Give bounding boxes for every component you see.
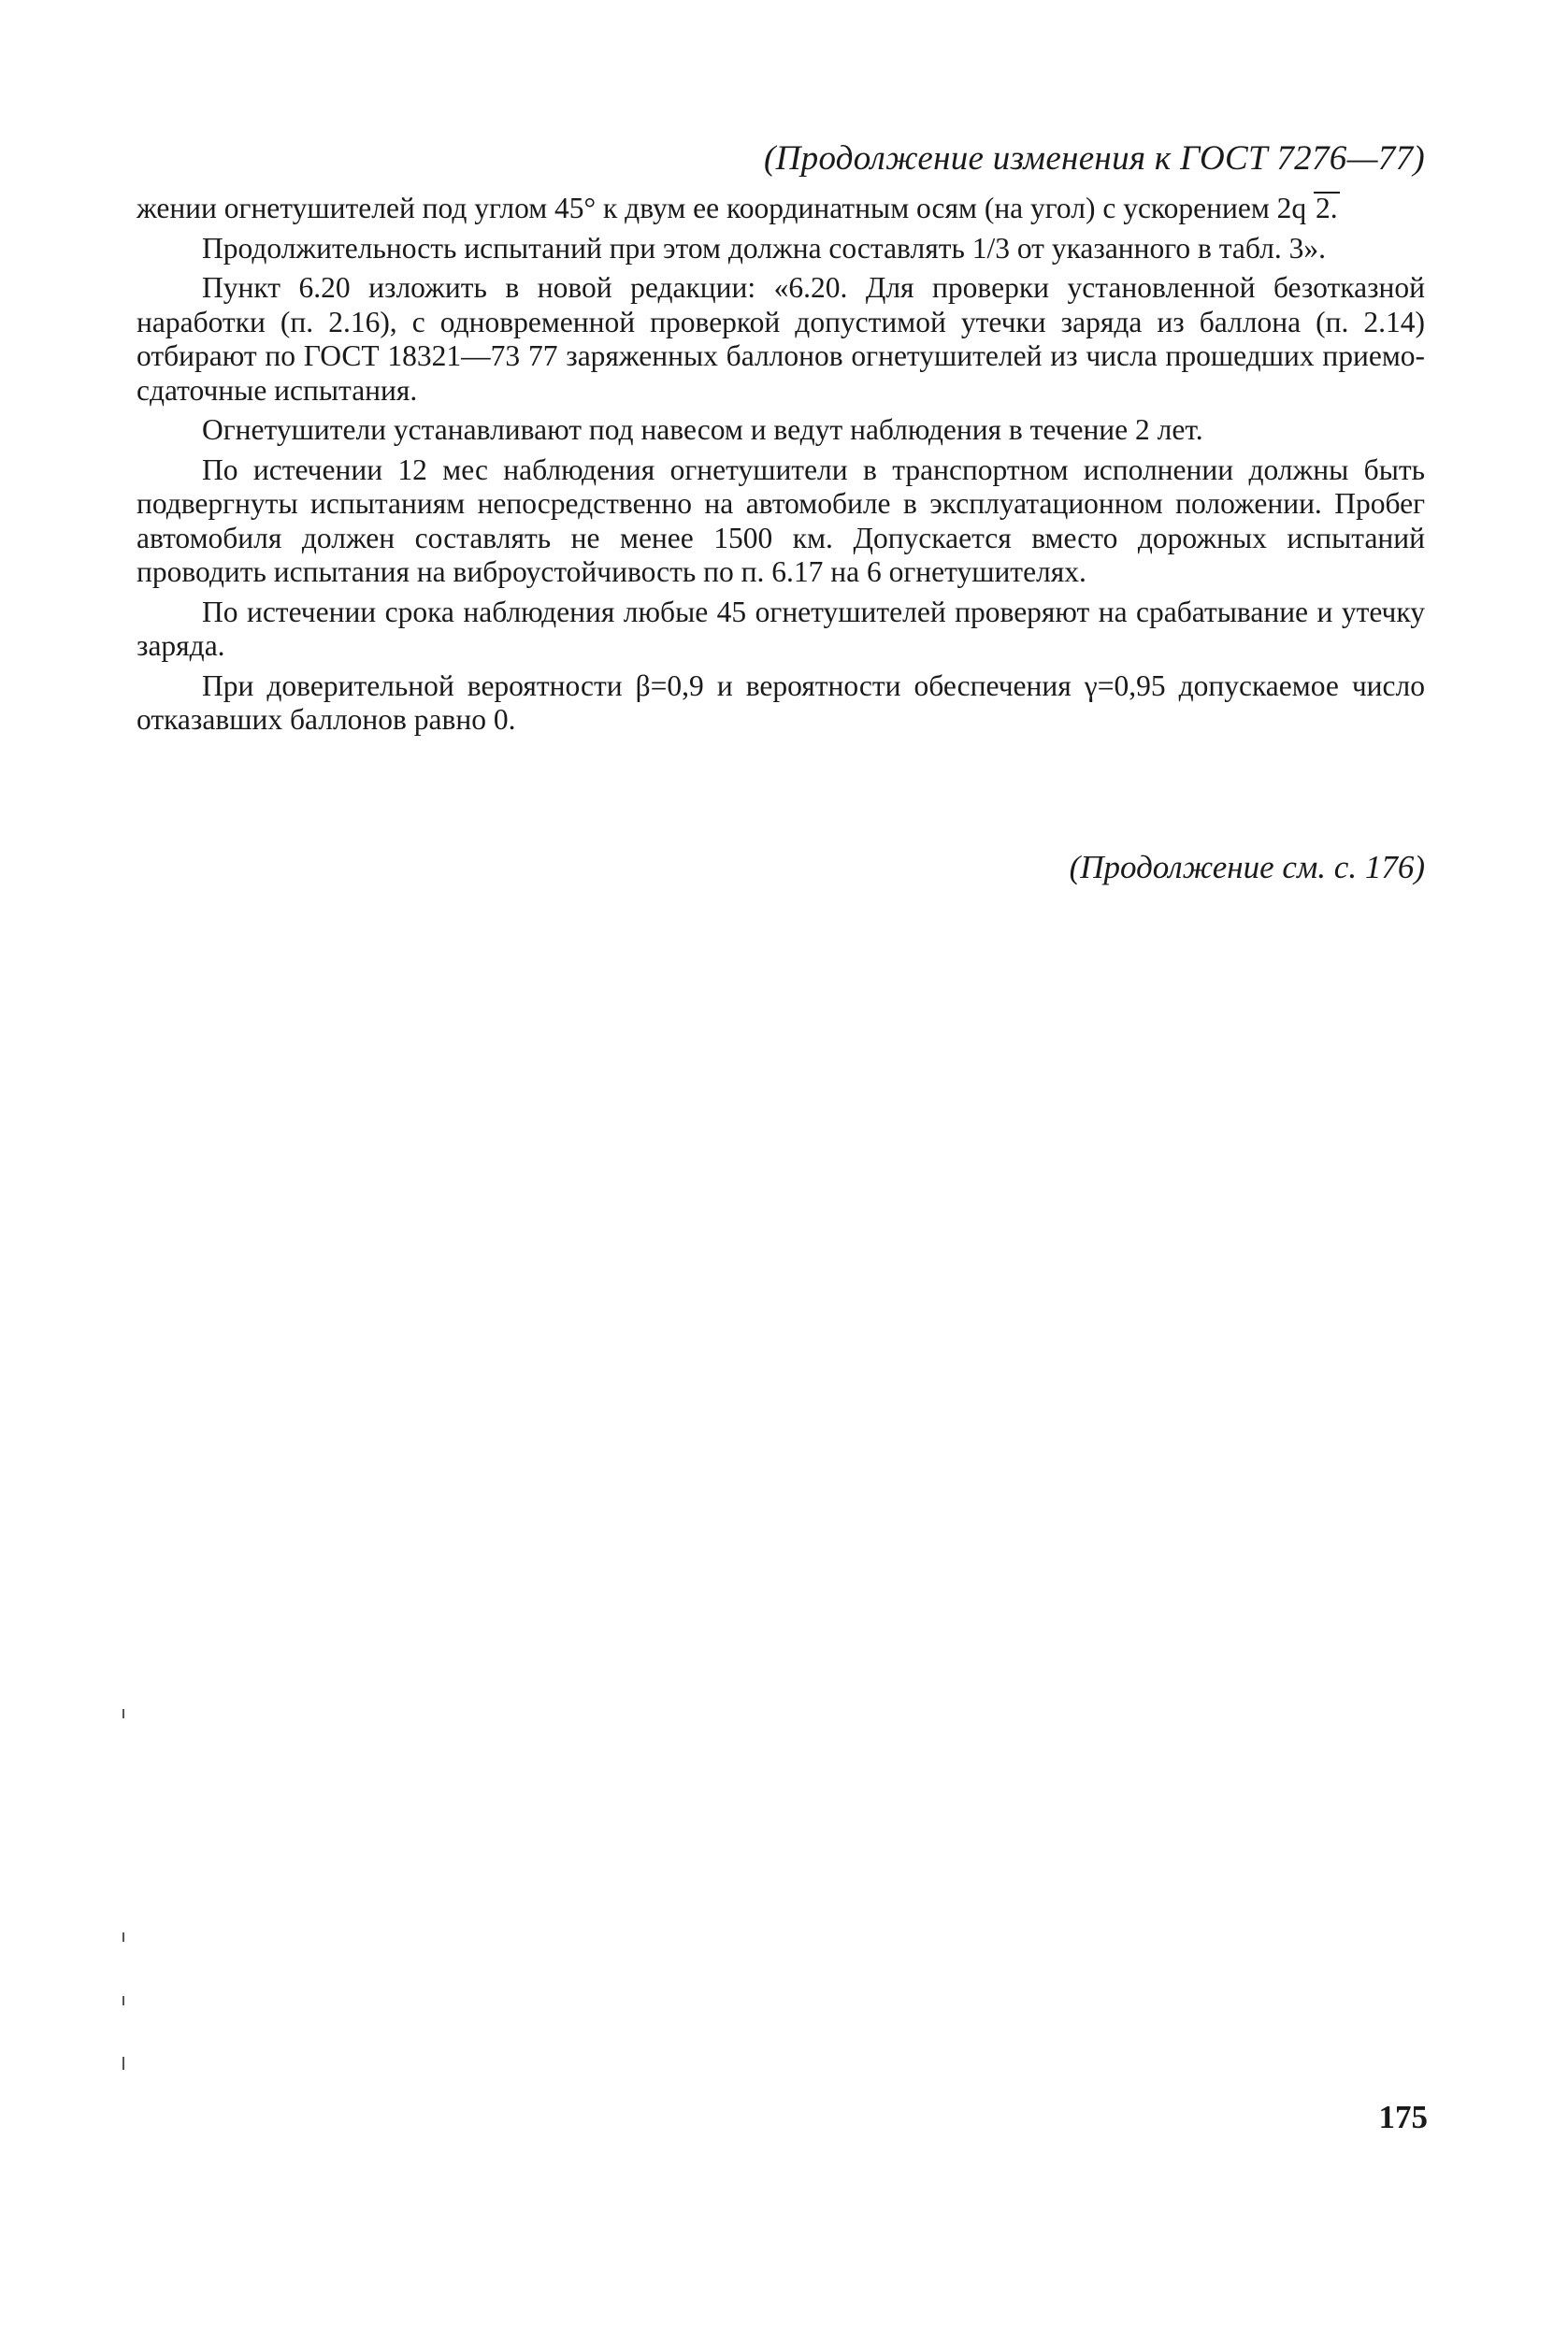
paragraph-4: Огнетушители устанавливают под навесом и ведут наблюдения в течение 2 лет. [202, 413, 1203, 446]
paragraph-2: Продолжительность испытаний при этом должна составлять 1/3 от указанного в табл. 3». [202, 231, 1326, 265]
paragraph-1 [137, 192, 1425, 226]
continue-note: (Продолжение см. с. 176) [1069, 849, 1425, 885]
body-text [137, 192, 1425, 743]
scan-mark [122, 1709, 124, 1718]
paragraph-1-text: жении огнетушителей под углом 45° к двум ее координатным осям (на угол) с ускорением 2q [137, 192, 1307, 224]
paragraph-6: По истечении срока наблюдения любые 45 огнетушителей проверяют на срабатывание и утечку заряда. [137, 595, 1425, 662]
scan-mark [122, 1932, 124, 1942]
paragraph-5: По истечении 12 мес наблюдения огнетушители в транспортном исполнении должны быть подвергнуты испытаниям непосредственно на автомобиле в эксплуатационном положении. Пробег автомобиля должен составлять не менее 1500 км. Допускается вместо дорожных испытаний проводить испытания на виброустойчивость по п. 6.17 на 6 огнетушителях. [137, 452, 1425, 588]
page-number: 175 [1378, 2099, 1428, 2135]
paragraph-7: При доверительной вероятности β=0,9 и вероятности обеспечения γ=0,95 допускаемое число отказавших баллонов равно 0. [137, 668, 1425, 736]
paragraph-3: Пункт 6.20 изложить в новой редакции: «6.20. Для проверки установленной безотказной наработки (п. 2.16), с одновременной проверкой допустимой утечки заряда из баллона (п. 2.14) отбирают по ГОСТ 18321—73 77 заряженных баллонов огнетушителей из числа прошедших приемо-сдаточные испытания. [137, 271, 1425, 407]
header-note: (Продолжение изменения к ГОСТ 7276—77) [764, 139, 1425, 178]
scan-mark [122, 1996, 124, 2005]
scan-mark [122, 2057, 124, 2070]
sqrt-radicand: 2. [1316, 192, 1338, 224]
sqrt-expression [1314, 192, 1340, 223]
